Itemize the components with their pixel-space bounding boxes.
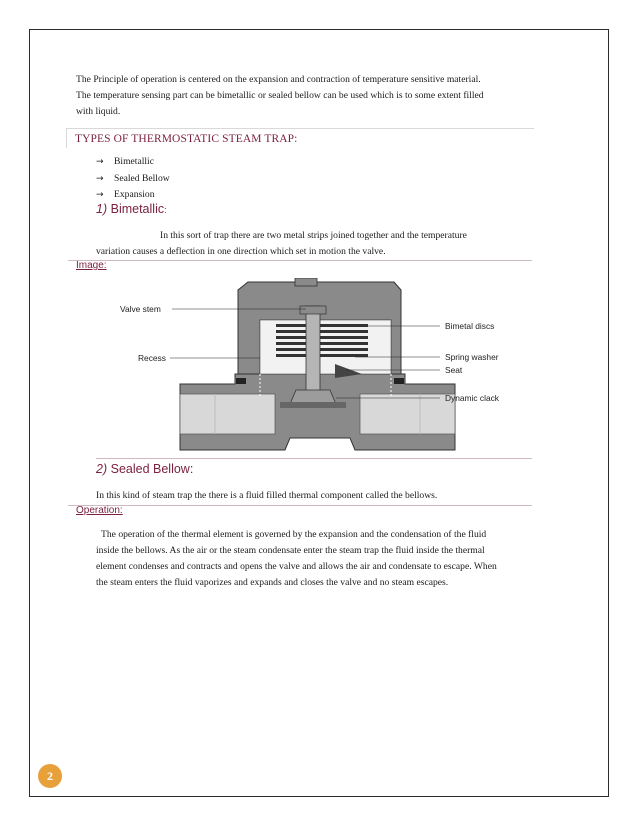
section-colon: :: [164, 205, 167, 215]
operation-line: element condenses and contracts and opens the valve and allows the air and condensate to escape. When: [96, 561, 497, 572]
section-number: 2): [96, 462, 108, 476]
types-heading: TYPES OF THERMOSTATIC STEAM TRAP:: [66, 128, 534, 148]
right-arrow-icon: →: [96, 173, 104, 184]
sealed-bellow-line: In this kind of steam trap the there is a fluid filled thermal component called the bellows.: [96, 490, 438, 501]
steam-trap-diagram-svg: [110, 278, 530, 458]
seat: [280, 402, 346, 408]
outlet-bore: [360, 394, 455, 434]
right-arrow-icon: →: [96, 190, 104, 200]
cap-nut: [295, 278, 317, 286]
bimetallic-line: In this sort of trap there are two metal strips joined together and the temperature: [160, 230, 467, 241]
intro-line: with liquid.: [76, 106, 121, 117]
list-item-label: Sealed Bellow: [114, 172, 170, 184]
cap-chamber: [260, 320, 391, 374]
divider: [68, 505, 532, 506]
diagram-label: Seat: [445, 365, 463, 375]
stem-nut: [300, 306, 326, 314]
gasket: [236, 378, 246, 384]
bimetallic-line: variation causes a deflection in one direction which set in motion the valve.: [96, 246, 386, 257]
diagram-label: Bimetal discs: [445, 321, 495, 331]
divider: [68, 260, 532, 261]
section-number: 1): [96, 202, 108, 216]
sealed-bellow-heading: [96, 462, 193, 476]
steam-trap-diagram: [110, 278, 530, 458]
right-arrow-icon: →: [96, 157, 104, 167]
intro-paragraph: [76, 72, 596, 120]
list-item-label: Bimetallic: [114, 156, 154, 167]
intro-line: The Principle of operation is centered on the expansion and contraction of temperature sensitive material.: [76, 74, 481, 85]
list-item-label: Expansion: [114, 189, 155, 200]
dynamic-clack: [290, 390, 336, 404]
valve-stem: [306, 306, 320, 396]
diagram-label: Spring washer: [445, 352, 499, 362]
diagram-label: Dynamic clack: [445, 393, 499, 403]
diagram-label: Valve stem: [120, 304, 161, 314]
section-title: Bimetallic: [110, 202, 165, 216]
types-list: [96, 154, 170, 204]
gasket: [394, 378, 404, 384]
operation-line: The operation of the thermal element is governed by the expansion and the condensation of the fluid: [101, 529, 487, 540]
operation-line: inside the bellows. As the air or the steam condensate enter the steam trap the fluid inside the thermal: [96, 545, 485, 556]
image-label: Image:: [76, 260, 107, 271]
operation-paragraph: [96, 527, 536, 591]
section-title: Sealed Bellow:: [110, 462, 194, 476]
list-item: [96, 171, 170, 188]
diagram-label: Recess: [138, 353, 166, 363]
bimetallic-heading: [96, 202, 167, 216]
operation-line: the steam enters the fluid vaporizes and expands and closes the valve and no steam escapes.: [96, 577, 449, 588]
intro-line: The temperature sensing part can be bimetallic or sealed bellow can be used which is to some extent filled: [76, 90, 484, 101]
operation-label: Operation:: [76, 505, 123, 516]
divider: [96, 458, 532, 459]
inlet-bore: [180, 394, 275, 434]
list-item: [96, 154, 170, 171]
page-number-badge: 2: [38, 764, 62, 788]
